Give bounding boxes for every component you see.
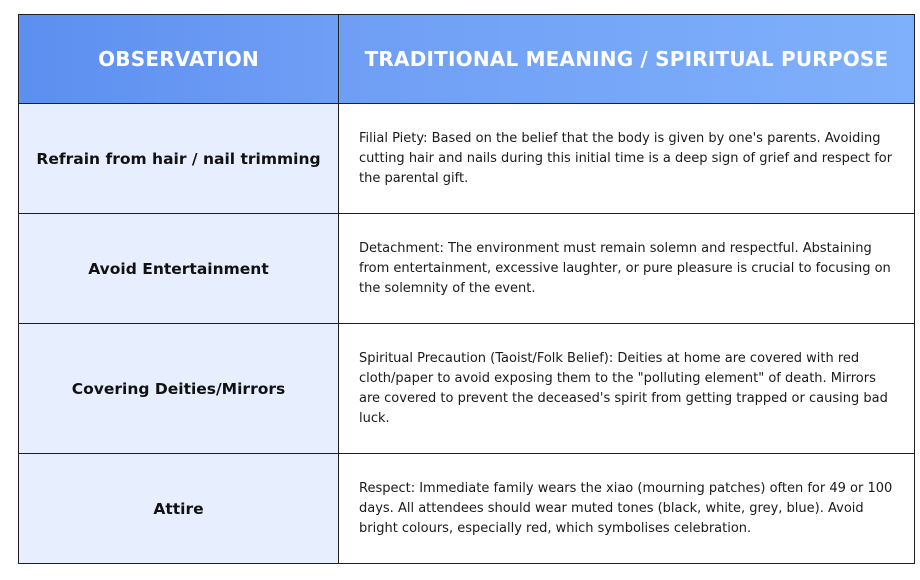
- table-row: [19, 324, 915, 454]
- observation-cell: Covering Deities/Mirrors: [19, 324, 339, 454]
- observation-cell: Refrain from hair / nail trimming: [19, 104, 339, 214]
- meaning-cell: Filial Piety: Based on the belief that the body is given by one's parents. Avoiding cutting hair and nails during this initial time is a deep sign of grief and respect for the parental gift.: [339, 104, 915, 214]
- table-row: [19, 214, 915, 324]
- meaning-cell: Respect: Immediate family wears the xiao (mourning patches) often for 49 or 100 days. All attendees should wear muted tones (black, white, grey, blue). Avoid bright colours, especially red, which symbolises celebration.: [339, 454, 915, 564]
- table-row: [19, 454, 915, 564]
- meaning-cell: Detachment: The environment must remain solemn and respectful. Abstaining from entertainment, excessive laughter, or pure pleasure is crucial to focusing on the solemnity of the event.: [339, 214, 915, 324]
- meaning-cell: Spiritual Precaution (Taoist/Folk Belief): Deities at home are covered with red cloth/paper to avoid exposing them to the "polluting element" of death. Mirrors are covered to prevent the deceased's spirit from getting trapped or causing bad luck.: [339, 324, 915, 454]
- header-observation: OBSERVATION: [19, 15, 339, 104]
- header-meaning: TRADITIONAL MEANING / SPIRITUAL PURPOSE: [339, 15, 915, 104]
- observances-table: [18, 14, 915, 564]
- observation-cell: Avoid Entertainment: [19, 214, 339, 324]
- table-header-row: [19, 15, 915, 104]
- table-row: [19, 104, 915, 214]
- observation-cell: Attire: [19, 454, 339, 564]
